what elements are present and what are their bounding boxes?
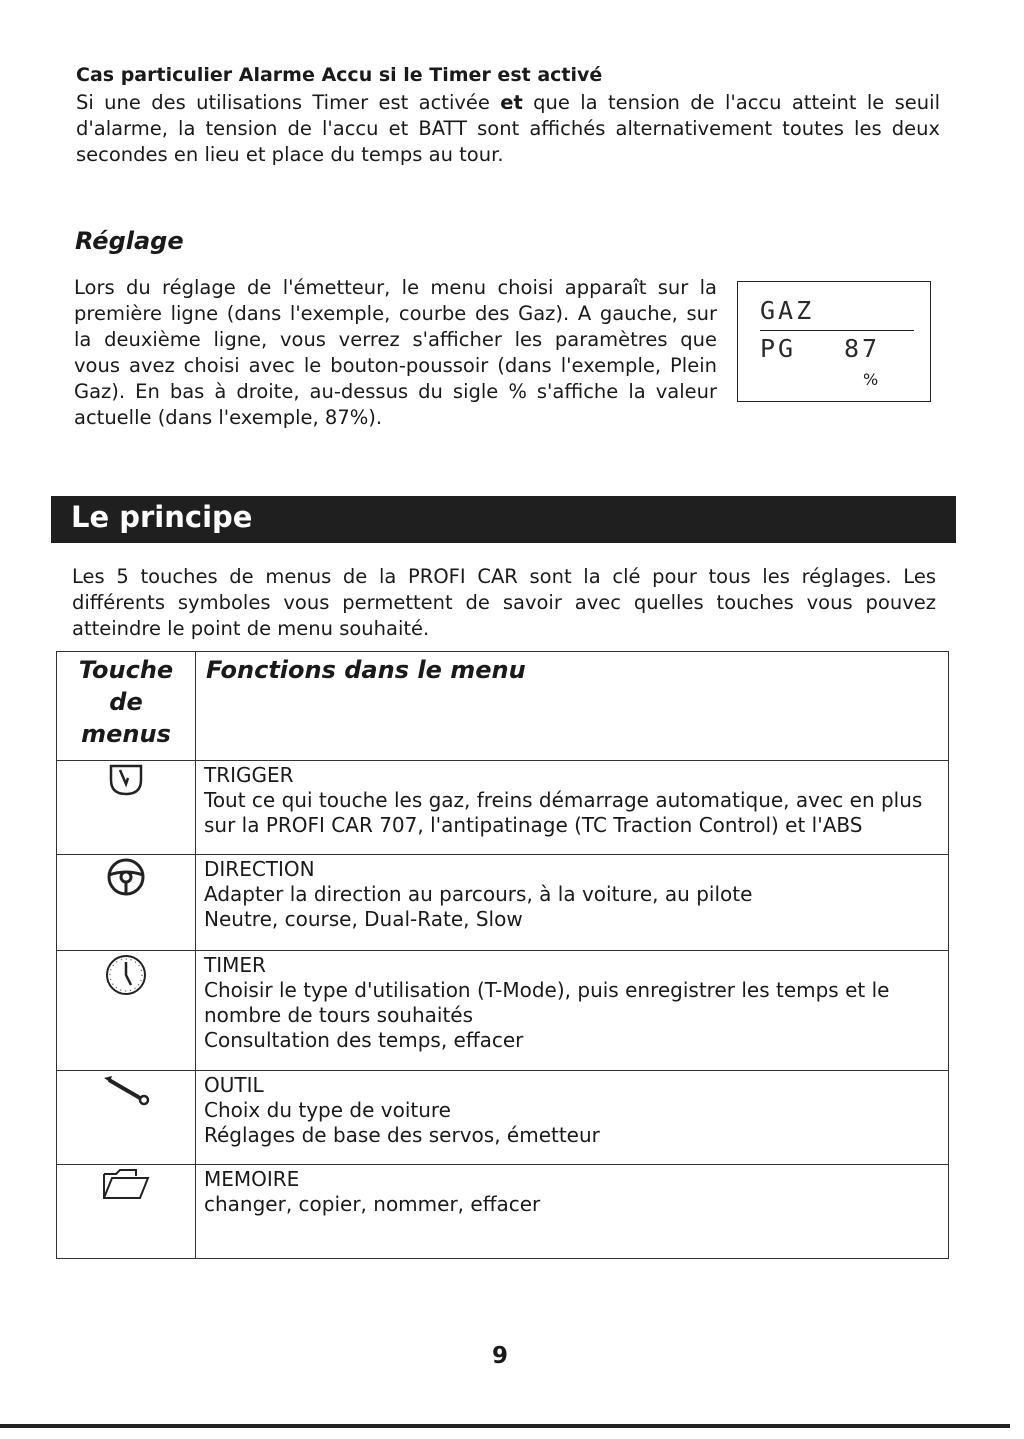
row-line: Tout ce qui touche les gaz, freins démarrage automatique, avec en plus <box>204 788 923 812</box>
reglage-line: la deuxième ligne, vous verrez s'afficher les paramètres que <box>74 328 717 351</box>
trigger-icon <box>106 762 146 798</box>
display-line-1: GAZ <box>760 296 815 325</box>
principe-line: atteindre le point de menu souhaité. <box>72 617 430 640</box>
row-line: Réglages de base des servos, émetteur <box>204 1123 600 1147</box>
clock-icon <box>103 952 149 998</box>
header-touche-de-menus <box>57 652 196 761</box>
row-text <box>196 1071 949 1165</box>
icon-cell <box>57 761 196 855</box>
row-line: nombre de tours souhaités <box>204 1003 474 1027</box>
row-text <box>196 951 949 1071</box>
steering-wheel-icon <box>105 856 147 898</box>
table-row <box>57 1165 949 1259</box>
alarm-line-1-a: Si une des utilisations Timer est activée <box>76 91 501 114</box>
row-line: Neutre, course, Dual-Rate, Slow <box>204 907 523 931</box>
table-row <box>57 1071 949 1165</box>
wrench-icon <box>100 1072 152 1106</box>
reglage-line: Lors du réglage de l'émetteur, le menu choisi apparaît sur la <box>74 276 717 299</box>
alarm-line-1-b: que la tension de l'accu atteint le seuil <box>522 91 940 114</box>
table-header-row <box>57 652 949 761</box>
header-col1-line: menus <box>81 720 171 748</box>
row-name: MEMOIRE <box>204 1167 300 1191</box>
row-name: DIRECTION <box>204 857 315 881</box>
table-row <box>57 951 949 1071</box>
principe-banner: Le principe <box>51 496 956 543</box>
reglage-title: Réglage <box>75 227 184 255</box>
display-line-2-right: 87 <box>844 334 881 363</box>
display-divider <box>760 330 914 331</box>
row-text <box>196 761 949 855</box>
icon-cell <box>57 855 196 951</box>
folder-icon <box>100 1166 152 1202</box>
header-col1-line: Touche <box>78 656 174 684</box>
icon-cell <box>57 1071 196 1165</box>
icon-cell <box>57 1165 196 1259</box>
alarm-heading: Cas particulier Alarme Accu si le Timer est activé <box>76 64 603 86</box>
menu-table <box>56 651 949 1259</box>
row-name: TIMER <box>204 953 266 977</box>
row-line: sur la PROFI CAR 707, l'antipatinage (TC Traction Control) et l'ABS <box>204 813 863 837</box>
alarm-line-3: secondes en lieu et place du temps au tour. <box>76 143 504 166</box>
reglage-line: actuelle (dans l'exemple, 87%). <box>74 406 383 429</box>
principe-line: différents symboles vous permettent de savoir avec quelles touches vous pouvez <box>72 591 936 614</box>
header-col1-line: de <box>109 688 143 716</box>
table-row <box>57 855 949 951</box>
row-name: OUTIL <box>204 1073 264 1097</box>
header-fonctions: Fonctions dans le menu <box>196 652 949 761</box>
reglage-line: Gaz). En bas à droite, au-dessus du sigle % s'affiche la valeur <box>74 380 717 403</box>
alarm-line-2: d'alarme, la tension de l'accu et BATT sont affichés alternativement toutes les deux <box>76 117 940 140</box>
row-line: Consultation des temps, effacer <box>204 1028 524 1052</box>
row-line: Adapter la direction au parcours, à la voiture, au pilote <box>204 882 753 906</box>
table-row <box>57 761 949 855</box>
reglage-line: première ligne (dans l'exemple, courbe des Gaz). A gauche, sur <box>74 302 717 325</box>
alarm-line-1 <box>76 90 940 116</box>
row-text <box>196 855 949 951</box>
reglage-line: vous avez choisi avec le bouton-poussoir (dans l'exemple, Plein <box>74 354 717 377</box>
principe-paragraph <box>72 564 936 642</box>
reglage-paragraph <box>74 275 717 431</box>
display-example <box>737 281 931 402</box>
page-number: 9 <box>491 1343 508 1369</box>
principe-line: Les 5 touches de menus de la PROFI CAR sont la clé pour tous les réglages. Les <box>72 565 936 588</box>
row-line: changer, copier, nommer, effacer <box>204 1192 541 1216</box>
row-line: Choisir le type d'utilisation (T-Mode), puis enregistrer les temps et le <box>204 978 890 1002</box>
icon-cell <box>57 951 196 1071</box>
display-line-2-left: PG <box>760 334 797 363</box>
alarm-paragraph <box>76 90 940 168</box>
display-unit: % <box>863 370 879 389</box>
row-name: TRIGGER <box>204 763 294 787</box>
alarm-line-1-bold: et <box>500 91 523 114</box>
row-text <box>196 1165 949 1259</box>
row-line: Choix du type de voiture <box>204 1098 451 1122</box>
bottom-rule <box>0 1424 1010 1428</box>
